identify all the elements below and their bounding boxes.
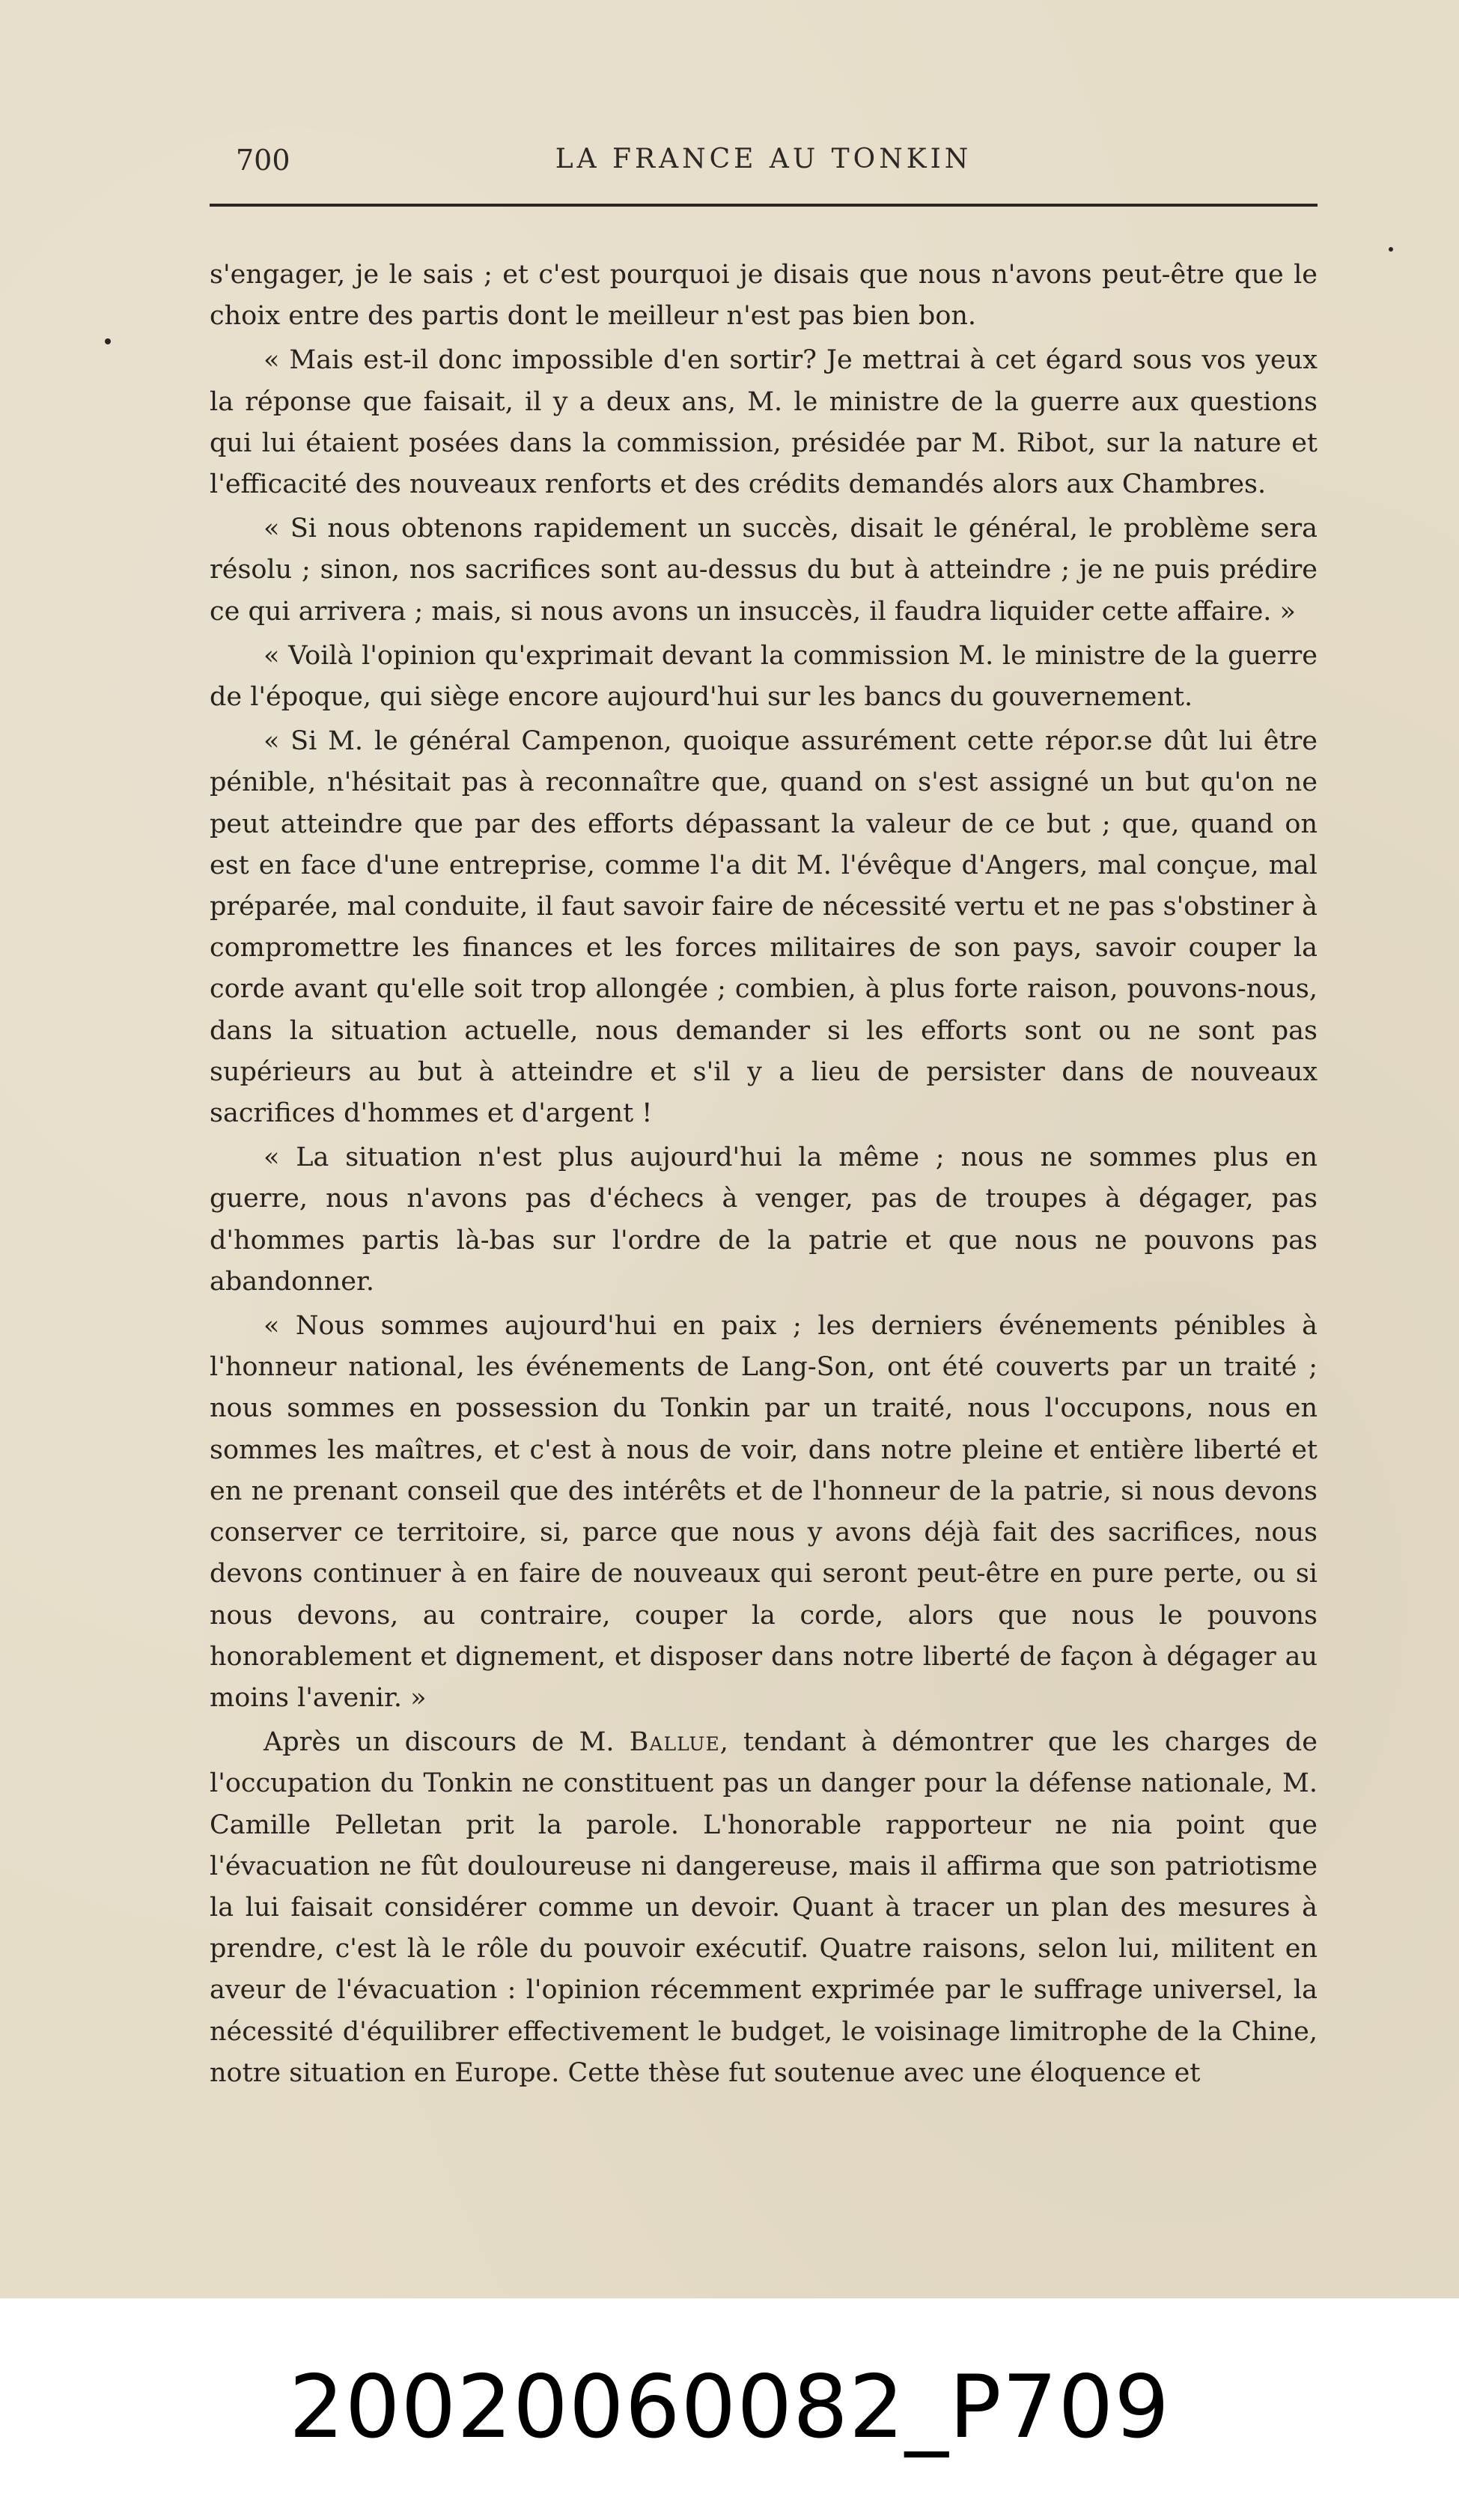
page-header: [210, 144, 1318, 196]
header-rule: [210, 204, 1318, 207]
page-number: 700: [236, 144, 290, 177]
paragraph: s'engager, je le sais ; et c'est pourquoi je disais que nous n'avons peut-être que le choix entre des partis dont le meilleur n'est pas bien bon.: [210, 260, 1318, 332]
ink-speck: [1389, 247, 1393, 252]
image-caption: 20020060082_P709: [288, 2357, 1171, 2458]
paragraph-last: [210, 1722, 1318, 2094]
paragraph-text: Après un discours de M.: [264, 1727, 630, 1758]
paragraph: « Voilà l'opinion qu'exprimait devant la commission M. le ministre de la guerre de l'époque, qui siège encore aujourd'hui sur les bancs du gouvernement.: [210, 640, 1318, 713]
ink-speck: [105, 338, 111, 344]
speaker-name: Ballue: [629, 1727, 720, 1758]
body-text: [210, 255, 1318, 2097]
paragraph-text: , tendant à démontrer que les charges de l'occupation du Tonkin ne constituent pas un danger pour la défense nationale, M. Camille Pelletan prit la parole. L'honorable rapporteur ne nia point que l'évacuation ne fût douloureuse ni dangereuse, mais il affirma que son patriotisme la lui faisait considérer comme un devoir. Quant à tracer un plan des mesures à prendre, c'est là le rôle du pouvoir exécutif. Quatre raisons, selon lui, militent en aveur de l'évacuation : l'opinion récemment exprimée par le suffrage universel, la nécessité d'équilibrer effectivement le budget, le voisinage limitrophe de la Chine, notre situation en Europe. Cette thèse fut soutenue avec une éloquence et: [210, 1727, 1318, 2088]
running-title: LA FRANCE AU TONKIN: [555, 144, 972, 174]
paragraph: « Mais est-il donc impossible d'en sortir? Je mettrai à cet égard sous vos yeux la réponse que faisait, il y a deux ans, M. le ministre de la guerre aux questions qui lui étaient posées dans la commission, présidée par M. Ribot, sur la nature et l'efficacité des nouveaux renforts et des crédits demandés alors aux Chambres.: [210, 345, 1318, 500]
paragraph: « Nous sommes aujourd'hui en paix ; les derniers événements pénibles à l'honneur national, les événements de Lang-Son, ont été couverts par un traité ; nous sommes en possession du Tonkin par un traité, nous l'occupons, nous en sommes les maîtres, et c'est à nous de voir, dans notre pleine et entière liberté et en ne prenant conseil que des intérêts et de l'honneur de la patrie, si nous devons conserver ce territoire, si, parce que nous y avons déjà fait des sacrifices, nous devons continuer à en faire de nouveaux qui seront peut-être en pure perte, ou si nous devons, au contraire, couper la corde, alors que nous le pouvons honorablement et dignement, et disposer dans notre liberté de façon à dégager au moins l'avenir. »: [210, 1311, 1318, 1713]
paragraph: « Si M. le général Campenon, quoique assurément cette répor.se dût lui être pénible, n'hésitait pas à reconnaître que, quand on s'est assigné un but qu'on ne peut atteindre que par des efforts dépassant la valeur de ce but ; que, quand on est en face d'une entreprise, comme l'a dit M. l'évêque d'Angers, mal conçue, mal préparée, mal conduite, il faut savoir faire de nécessité vertu et ne pas s'obstiner à compromettre les finances et les forces militaires de son pays, savoir couper la corde avant qu'elle soit trop allongée ; combien, à plus forte raison, pouvons-nous, dans la situation actuelle, nous demander si les efforts sont ou ne sont pas supérieurs au but à atteindre et s'il y a lieu de persister dans de nouveaux sacrifices d'hommes et d'argent !: [210, 726, 1318, 1129]
paragraph: « La situation n'est plus aujourd'hui la même ; nous ne sommes plus en guerre, nous n'avons pas d'échecs à venger, pas de troupes à dégager, pas d'hommes partis là-bas sur l'ordre de la patrie et que nous ne pouvons pas abandonner.: [210, 1142, 1318, 1297]
paragraph: « Si nous obtenons rapidement un succès, disait le général, le problème sera résolu ; sinon, nos sacrifices sont au-dessus du but à atteindre ; je ne puis prédire ce qui arrivera ; mais, si nous avons un insuccès, il faudra liquider cette affaire. »: [210, 514, 1318, 627]
